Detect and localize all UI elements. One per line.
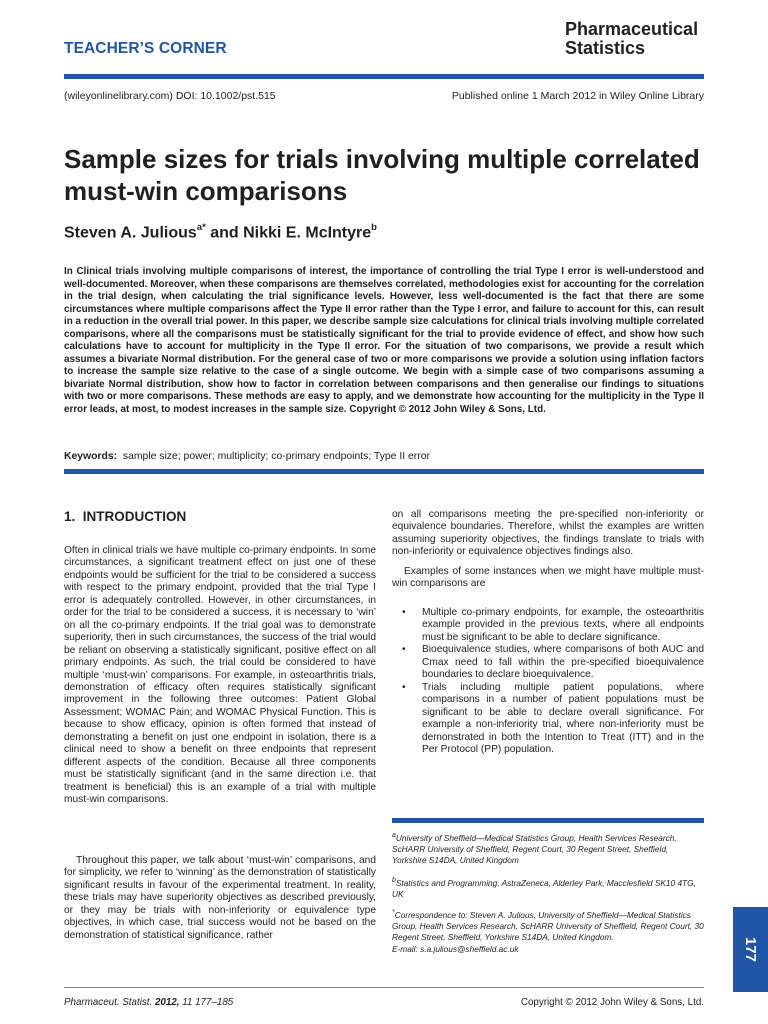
footnote-marker: a xyxy=(392,832,396,839)
footer-rule xyxy=(64,987,704,988)
journal-abbreviation: Pharmaceut. Statist. xyxy=(64,997,153,1008)
list-item-text: Multiple co-primary endpoints, for example, the osteoarthritis example provided in the previous texts, where all endpoints must be significant to be able to declare significance. xyxy=(422,607,704,643)
list-item xyxy=(402,644,704,681)
body-paragraph: Examples of some instances when we might have multiple must-win comparisons are xyxy=(392,566,704,590)
journal-name xyxy=(565,20,715,58)
author-affiliation-marker: b xyxy=(371,222,377,233)
author-joiner: and xyxy=(205,224,244,242)
footnote-correspondence xyxy=(392,907,704,955)
body-paragraph: Throughout this paper, we talk about ‘must-win’ comparisons, and for simplicity, we refer to ‘winning’ as the demonstration of statistically significant results in favour of the experimental treatment. In reality, these trials may have superiority objectives as described previously, or they may be trials with non-inferiority or equivalence type objectives, in which case, trial success would not be based on the demonstration of statistical significance, rather xyxy=(64,855,376,941)
body-paragraph: on all comparisons meeting the pre-specified non-inferiority or equivalence boundaries. Therefore, whilst the examples are written assuming superiority objectives, the findings translate to trials with non-inferiority or equivalence objectives findings also. xyxy=(392,509,704,558)
footnote-affiliation-b xyxy=(392,875,704,900)
author-list xyxy=(64,223,704,242)
footnote-rule xyxy=(392,818,704,823)
abstract: In Clinical trials involving multiple comparisons of interest, the importance of controlling the trial Type I error is well-understood and well-documented. Moreover, when these comparisons are themselves correlated, methodologies exist for accounting for the correlation in the trial design, when calculating the trial significance levels. However, less well-documented is the fact that there are some circumstances where multiple comparisons affect the Type II error rather than the Type I error, and failure to account for this, can result in a reduction in the overall trial power. In this paper, we describe sample size calculations for clinical trials involving multiple correlated comparisons, where all the comparisons must be statistically significant for the trial to provide evidence of effect, and show how such calculations have to account for multiplicity in the Type II error. For the situation of two comparisons, we provide a result which assumes a bivariate Normal distribution. For the general case of two or more comparisons we provide a solution using inflation factors to increase the sample size relative to the case of a single outcome. We begin with a simple case of two comparisons assuming a bivariate Normal distribution, show how to factor in correlation between comparisons and then generalise our findings to situations with two or more comparisons. These methods are easy to apply, and we demonstrate how accounting for the multiplicity in the Type II error leads, at most, to modest increases in the sample size. Copyright © 2012 John Wiley & Sons, Ltd. xyxy=(64,266,704,415)
bullet-list xyxy=(402,607,704,756)
bullet-icon: • xyxy=(402,681,406,693)
footnote-text: Correspondence to: Steven A. Julious, University of Sheffield—Medical Statistics Group, Health Services Research, ScHARR University of Sheffield, Regent Court, 30 Regent Street, Sheffield, Yorkshire S14DA, United Kingdom. xyxy=(392,909,704,943)
list-item-text: Trials including multiple patient populations, where comparisons in a number of patient populations must be significant to be able to declare overall significance. For example a non-inferiority trial, where non-inferiority must be demonstrated in both the Intention to Treat (ITT) and in the Per Protocol (PP) population. xyxy=(422,681,704,755)
author-affiliation-marker: a* xyxy=(196,222,206,233)
keywords-line xyxy=(64,451,704,462)
body-paragraph: Often in clinical trials we have multiple co-primary endpoints. In some circumstances, a significant treatment effect on just one of these endpoints would be sufficient for the trial to be considered a success with respect to the primary endpoint, provided that the trial Type I error is adequately controlled. However, in other circumstances, in order for the trial to be considered a success, it is necessary to ‘win’ on all the co-primary endpoints. If the trial goal was to demonstrate superiority, then in such circumstances, the success of the trial would be reliant on observing a statistically significant, positive effect on all primary endpoints. As such, the trial could be considered to have multiple ‘must-win’ comparisons. For example, in osteoarthritis trials, demonstration of efficacy often requires statistically significant improvement in the following three outcomes: Patient Global Assessment; WOMAC Pain; and WOMAC Physical Function. This is because to show efficacy, opinion is often formed that instead of demonstrating a benefit on just one endpoint in isolation, there is a clinical need to show a benefit on three endpoints that represent different aspects of the condition. Because all three components must be statistically significant (and in the same direction i.e. that treatment is beneficial) this is an example of a trial with multiple must-win comparisons. xyxy=(64,545,376,806)
footnote-text: Statistics and Programming, AstraZeneca, Alderley Park, Macclesfield SK10 4TG, UK xyxy=(392,877,696,900)
section-label: TEACHER’S CORNER xyxy=(64,40,227,57)
list-item xyxy=(402,607,704,644)
journal-name-line2: Statistics xyxy=(565,38,646,58)
citation-volume-pages: 11 177–185 xyxy=(179,997,234,1008)
footnote-marker: * xyxy=(392,909,395,916)
bullet-icon: • xyxy=(402,607,406,618)
author-name: Nikki E. McIntyre xyxy=(243,224,372,242)
page-number-tab xyxy=(733,907,768,992)
bullet-icon: • xyxy=(402,644,406,656)
section-heading: 1. INTRODUCTION xyxy=(64,509,187,524)
header-rule xyxy=(64,74,704,79)
footnote-affiliation-a xyxy=(392,830,704,867)
keywords: sample size; power; multiplicity; co-primary endpoints; Type II error xyxy=(122,451,430,462)
footnote-marker: b xyxy=(392,877,396,884)
published-line: Published online 1 March 2012 in Wiley Online Library xyxy=(451,90,704,102)
footer-citation xyxy=(64,997,233,1008)
correspondence-email: E-mail: s.a.julious@sheffield.ac.uk xyxy=(392,943,519,954)
footnote-text: University of Sheffield—Medical Statistics Group, Health Services Research, ScHARR University of Sheffield, Regent Court, 30 Regent Street, Sheffield, Yorkshire S14DA, United Kingdom xyxy=(392,832,677,866)
keywords-label: Keywords: xyxy=(64,451,118,462)
list-item xyxy=(402,682,704,757)
doi-line: (wileyonlinelibrary.com) DOI: 10.1002/pst.515 xyxy=(64,90,276,102)
journal-name-line1: Pharmaceutical xyxy=(565,19,699,39)
author-name: Steven A. Julious xyxy=(64,224,197,242)
article-title: Sample sizes for trials involving multiple correlated must-win comparisons xyxy=(64,144,700,206)
citation-year: 2012, xyxy=(154,997,180,1008)
list-item-text: Bioequivalence studies, where comparisons of both AUC and Cmax need to fall within the pre-specified bioequivalence boundaries to declare bioequivalence. xyxy=(422,644,704,681)
page-number: 177 xyxy=(742,936,759,963)
footer-copyright: Copyright © 2012 John Wiley & Sons, Ltd. xyxy=(520,997,704,1008)
section-rule xyxy=(64,469,704,474)
